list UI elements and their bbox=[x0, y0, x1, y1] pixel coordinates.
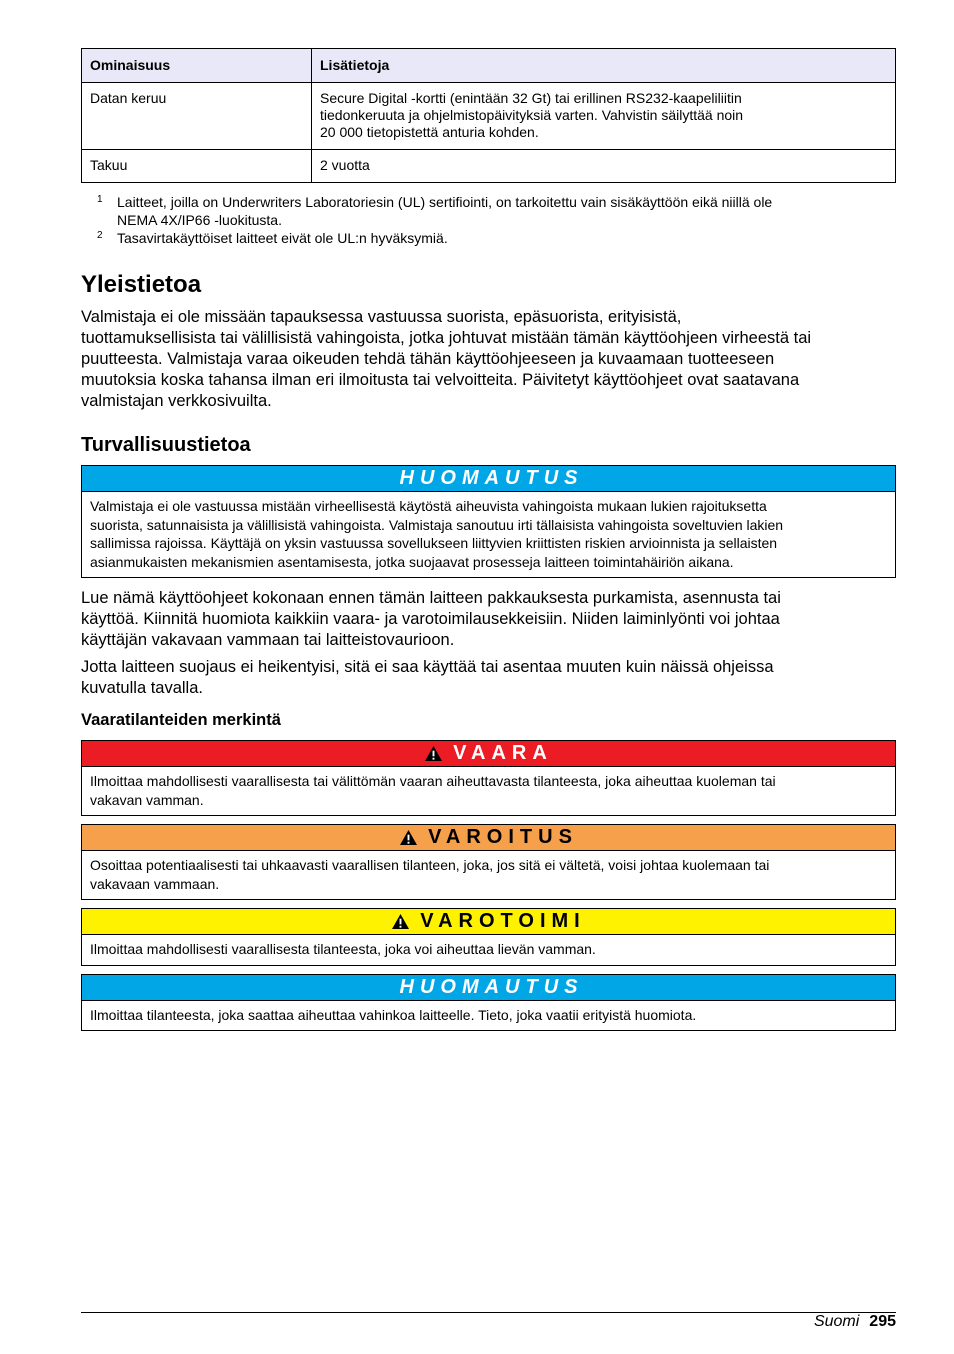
footnote-mark: 1 bbox=[97, 194, 103, 205]
caution-header bbox=[82, 909, 895, 935]
danger-label: VAARA bbox=[453, 742, 553, 764]
warning-triangle-icon bbox=[391, 913, 410, 930]
caution-text: Ilmoittaa mahdollisesti vaarallisesta tilanteesta, joka voi aiheuttaa lievän vamman. bbox=[90, 941, 596, 957]
column-header-property: Ominaisuus bbox=[82, 49, 312, 83]
notice-label-2: HUOMAUTUS bbox=[399, 975, 584, 998]
danger-header bbox=[82, 741, 895, 767]
safety-paragraph-1: Lue nämä käyttöohjeet kokonaan ennen tämän laitteen pakkauksesta purkamista, asennusta tai käyttöä. Kiinnitä huomiota kaikkiin vaara- ja varotoimilausekkeisiin. Niiden laiminlyönti voi johtaa käyttäjän vakavaan vammaan tai laitteistovaurioon. bbox=[81, 589, 781, 649]
footnote-text: Laitteet, joilla on Underwriters Laboratoriesin (UL) sertifiointi, on tarkoitettu vain sisäkäyttöön eikä niillä ole NEMA 4X/IP66 -luokitusta. bbox=[117, 194, 773, 228]
section-title-safety: Turvallisuustietoa bbox=[81, 434, 251, 456]
caution-label: VAROTOIMI bbox=[420, 910, 586, 932]
general-paragraph: Valmistaja ei ole missään tapauksessa vastuussa suorista, epäsuorista, erityisistä, tuottamuksellisista tai välillisistä vahingoista, jotka johtuvat mistään tämän käyttöohjeen virheestä tai puutteesta. Valmistaja varaa oikeuden tehdä tähän käyttöohjeeseen ja kuvaamaan tuotteeseen muutoksia koska tahansa ilman eri ilmoitusta tai velvoitteita. Päivitetyt käyttöohjeet ovat saatavana valmistajan verkkosivuilta. bbox=[81, 308, 812, 410]
table-cell-property: Takuu bbox=[82, 150, 312, 183]
section-title-hazard: Vaaratilanteiden merkintä bbox=[81, 711, 281, 729]
page-number: 295 bbox=[869, 1313, 896, 1330]
table-row bbox=[82, 150, 896, 183]
warning-label: VAROITUS bbox=[428, 826, 578, 848]
table-row bbox=[82, 83, 896, 150]
column-header-details: Lisätietoja bbox=[312, 49, 896, 83]
warning-box bbox=[81, 824, 896, 900]
footnote bbox=[81, 229, 896, 247]
footnotes bbox=[81, 193, 896, 247]
footnote-mark: 2 bbox=[97, 230, 103, 241]
danger-box bbox=[81, 740, 896, 816]
notice-box bbox=[81, 465, 896, 578]
warning-header bbox=[82, 825, 895, 851]
notice-box-2 bbox=[81, 974, 896, 1032]
table-cell-details: 2 vuotta bbox=[312, 150, 896, 183]
warning-text: Osoittaa potentiaalisesti tai uhkaavasti vaarallisen tilanteen, joka, jos sitä ei vältetä, voisi johtaa kuolemaan tai vakavaan vammaan. bbox=[90, 857, 770, 892]
notice-label: HUOMAUTUS bbox=[399, 467, 584, 489]
footnote-text: Tasavirtakäyttöiset laitteet eivät ole UL:n hyväksymiä. bbox=[117, 230, 448, 246]
footer-rule bbox=[81, 1312, 896, 1313]
danger-text: Ilmoittaa mahdollisesti vaarallisesta tai välittömän vaaran aiheuttavasta tilanteesta, joka aiheuttaa kuoleman tai vakavan vamman. bbox=[90, 773, 776, 808]
footer-language: Suomi bbox=[813, 1313, 860, 1330]
spec-table bbox=[81, 48, 896, 183]
table-header-row bbox=[82, 49, 896, 83]
table-cell-details: Secure Digital -kortti (enintään 32 Gt) tai erillinen RS232-kaapeliliitin tiedonkeruuta ja ohjelmistopäivityksiä varten. Vahvistin säilyttää noin 20 000 tietopistettä anturia kohden. bbox=[312, 83, 896, 150]
warning-triangle-icon bbox=[424, 745, 443, 762]
safety-paragraph-2: Jotta laitteen suojaus ei heikentyisi, sitä ei saa käyttää tai asentaa muuten kuin näissä ohjeissa kuvatulla tavalla. bbox=[81, 658, 774, 697]
notice-header-2 bbox=[82, 975, 895, 1001]
notice-header bbox=[82, 466, 895, 492]
caution-box bbox=[81, 908, 896, 966]
notice-text-2: Ilmoittaa tilanteesta, joka saattaa aiheuttaa vahinkoa laitteelle. Tieto, joka vaatii erityistä huomiota. bbox=[90, 1006, 697, 1023]
page-content bbox=[81, 48, 896, 1039]
table-cell-property: Datan keruu bbox=[82, 83, 312, 150]
section-title-general: Yleistietoa bbox=[81, 271, 202, 298]
warning-triangle-icon bbox=[399, 829, 418, 846]
notice-text: Valmistaja ei ole vastuussa mistään virheellisestä käytöstä aiheuvista vahingoista mukaan lukien rajoituksetta suorista, satunnaisista ja välillisistä vahingoista. Valmistaja sanoutuu irti tällaisista vahingoista soveltuvien lakien sallimissa rajoissa. Käyttäjä on yksin vastuussa sovellukseen liittyvien kriittisten riskien arvioinnista ja sellaisten asianmukaisten mekanismien asentamisesta, jotka suojaavat prosesseja laitteen toimintahäiriön aikana. bbox=[90, 498, 784, 570]
footnote bbox=[81, 193, 896, 229]
footer bbox=[814, 1313, 896, 1331]
